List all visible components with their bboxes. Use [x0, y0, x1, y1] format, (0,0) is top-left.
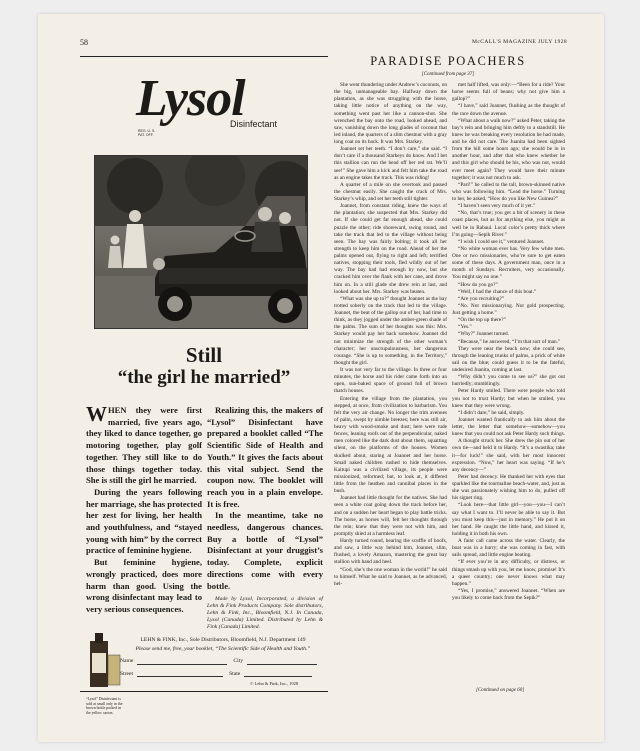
- article-paragraph: Peter had decency. He thanked her with eyes that sparkled like the tourmaline beach-water, and, just as she was passionately wishing him to do, pulled off his signet ring.: [452, 473, 565, 502]
- coupon-offer: Please send me, free, your booklet, “The Scientific Side of Health and Youth.”: [135, 645, 311, 652]
- article-paragraph: “Well, I had the chance of this boat.”: [458, 288, 537, 295]
- article-column-right: [452, 82, 565, 689]
- state-field[interactable]: [244, 672, 312, 677]
- article-paragraph: “Yes.”: [458, 324, 472, 331]
- copyright-notice: © Lehn & Fink, Inc., 1928: [250, 681, 299, 686]
- article-paragraph: “I wish I could see it,” ventured Joannet.: [458, 238, 545, 245]
- article-title: PARADISE POACHERS: [370, 54, 526, 68]
- ad-paragraph: But feminine hygiene, wrongly practiced, does more harm than good. Using the wrong disinfectant may lead to very serious consequences.: [86, 557, 202, 614]
- registered-mark: REG. U. S. PAT. OFF.: [138, 129, 156, 137]
- name-field[interactable]: [137, 660, 227, 665]
- article-paragraph: “No. Nor missionarying. Nor gold prospecting. Just getting a home.”: [452, 302, 565, 316]
- ad-body-column-2: [207, 405, 323, 631]
- article-paragraph: “Because,” he answered, “I’m that sort of man.”: [458, 338, 561, 345]
- article-paragraph: Entering the village from the plantation, you stepped, at once, from civilization to barbarism. You felt the very air change. No longer the trim avenues of palm, swept by nimble breezes; here was still air, heavy with wood-smoke and dust; here were rude fences, leaning roofs out of the perpendicular, naked men colored like the dark dust about them, squatting silent, on the platforms of the houses. Women skulked about, staring at Joannet and her horse. Small naked children rushed to hide themselves. Kaitupi was a civilized village, its people were missionized, reformed; but, to look at, it differed little from the heathen and cannibal places in the bush.: [334, 395, 447, 495]
- article-paragraph: “I didn’t dare,” he said, simply.: [458, 409, 525, 416]
- couple-car-photo: [94, 155, 308, 329]
- article-paragraph: She went thundering under Andrew’s coconuts, on the big, unmanageable bay. Halfway down the plantation, as she was struggling with the horse, taking little notice of anything on the way, something went past her like a cannon-shot. She wrenched the bay onto the road, looked ahead, and saw, vanishing down the long glades of coconut that led inland, the quarters of a slim chestnut with a gray long coat on its back. It was Mrs. Starkey.: [334, 82, 447, 145]
- booklet-coupon: [120, 637, 326, 677]
- article-paragraph: “No white woman ever has. Very few white men. One or two missionaries, who’re sure to get eaten some of these days. A government man, once in a month of Sundays. Recruiters, very occasionally. You might say no one.”: [452, 245, 565, 281]
- article-paragraph: They were near the beach now; she could see, through the leaning trunks of palms, a prick of white sail on the blue; could guess it to be the fateful, undesired Juanita, coming at last.: [452, 345, 565, 373]
- lysol-bottle-illustration: [86, 631, 122, 715]
- article-paragraph: “On the top up there?”: [458, 317, 506, 324]
- coupon-address: LEHN & FINK, Inc., Sole Distributors, Bloomfield, N.J. Department 149: [140, 637, 306, 643]
- article-paragraph: “Why didn’t you come to see us?” she got out hurriedly; stumblingly.: [452, 374, 565, 388]
- state-label: State: [229, 670, 241, 677]
- bottle-caption: “Lysol” Disinfectant is sold at small only in the brown bottle packed in the yellow carton.: [86, 697, 123, 715]
- article-paragraph: “If ever you’re in any difficulty, or distress, or things smash up with you, let me know, promise! It’s a queer country; one never knows what may happen.”: [452, 559, 565, 587]
- article-paragraph: Joannet set her teeth. “I don’t care,” she said. “I don’t care if a thousand Starkeys do know. And I bet this stallion can run the head off her red rat. We’ll see!” She gave him a kick and felt him take the road as an engine takes the track. This was riding!: [334, 146, 447, 181]
- article-paragraph: “I haven’t seen very much of it yet.”: [458, 203, 536, 210]
- magazine-header: McCALL'S MAGAZINE JULY 1928: [472, 39, 568, 45]
- street-field[interactable]: [137, 672, 223, 677]
- article-paragraph: “How do you go?”: [458, 281, 498, 288]
- continued-from: [Continued from page 37]: [421, 72, 475, 77]
- article-paragraph: “Pari!” he called to the tall, brown-skinned native who was following him. “Lead the horse.” Turning to her, he asked, “How do you like New Guinea?”: [452, 181, 565, 202]
- ad-paragraph: In the meantime, take no needless, dangerous chances. Buy a bottle of “Lysol” Disinfectant at your druggist’s today. Complete, explicit directions come with every bottle.: [207, 510, 323, 591]
- article-paragraph: Joannet had little thought for the natives. She had seen a white coat going down the track before her, and on a sudden her heart began to play battle tricks. The horse, as horses will, felt her thoughts through the rein; knew that they were not with him, and promptly shied at a harmless leaf.: [334, 495, 447, 537]
- page-number: 58: [80, 38, 88, 47]
- brand-subtitle: Disinfectant: [230, 119, 278, 129]
- ad-headline: [80, 345, 328, 387]
- article-paragraph: It was not very far to the village. In three or four minutes, the horse and his rider came forth into an open, sun-baked space of ground full of brown thatch houses.: [334, 367, 447, 395]
- article-paragraph: “What about a walk now?” asked Peter, taking the bay’s rein and bringing him deftly to a standstill. He knew he was breaking every resolution he had made, and he did not care. The Juanita had been sighted from the hill some hours ago; she would be in in another hour, and after that who knew whether he and this girl who should be his, who was not, would ever meet again? They would have their minute together; it was not much to ask.: [452, 117, 565, 181]
- article-paragraph: Joannet wanted frantically to ask him about the letter, the letter that somehow—somehow—you knew that you could not ask Peter Hardy such things.: [452, 416, 565, 438]
- article-paragraph: Hardy turned round, hearing the scuffle of hoofs, and saw, a little way behind him, Joannet, slim, flushed, a lovely Amazon, mastering the great bay stallion with hand and heel.: [334, 538, 447, 566]
- article-paragraph: met half lifted, was only:—“Been for a ride? Your horse seems full of beans; why not give him a gallop?”: [452, 82, 565, 103]
- brand-logo: Lysol: [136, 70, 245, 127]
- article-paragraph: “Why?” Joannet turned.: [458, 331, 510, 338]
- ad-body-column-1: [86, 402, 202, 616]
- drop-cap: W: [86, 402, 107, 426]
- city-field[interactable]: [247, 660, 317, 665]
- article-paragraph: Peter Hardy smiled. There were people who told you not to trust Hardy; but when he smiled, you knew that they were wrong.: [452, 388, 565, 409]
- continued-on: [Continued on page 60]: [476, 688, 525, 693]
- article-paragraph: A faint call came across the water. Clearly, the boat was in a hurry; she was coming in fast, with sails spread, and little engine beating.: [452, 538, 565, 559]
- ad-paragraph: During the years following her marriage, she has protected her zest for living, her health and youthfulness, and “stayed young with him” by the correct practice of feminine hygiene.: [86, 486, 202, 556]
- article-paragraph: “God, she’s the one woman in the world!” he said to himself. What he said to Joannet, as he advanced, hel-: [334, 566, 447, 587]
- ad-fine-print: Made by Lysol, Incorporated, a division of Lehn & Fink Products Company. Sole distributors, Lehn & Fink, Inc., Bloomfield, N.J. In Canada, Lysol (Canada) Limited. Distributed by Lehn & Fink (Canada) Limited.: [207, 596, 323, 631]
- headline-line-1: Still: [185, 343, 223, 367]
- name-label: Name: [120, 658, 134, 665]
- article-paragraph: A quarter of a mile on she overtook and passed the chestnut easily. She caught the crack of Mrs. Starkey’s whip, and set her teeth still tighter.: [334, 181, 447, 202]
- article-paragraph: “Look here—that little girl—you—you—I can’t say what I want to. I’ll never be able to say it. But you must keep this—just in memory.” He put it on her hand. He caught the little hand, and kissed it, holding it in both his own.: [452, 502, 565, 537]
- city-label: City: [233, 658, 243, 665]
- article-paragraph: “Are you recruiting?”: [458, 295, 505, 302]
- article-paragraph: Joannet, from constant riding, knew the ways of the plantation; she suspected that Mrs. Starkey did not. If she could get far enough ahead, she could puzzle the other; ride shoreward, swing round, and take the track that led to the village without being seen. The bay was fairly bolting; it took all her strength to keep him on the road. Ahead of her the palms opened out, flying to right and left; terrified natives, stopping their tools, fled wildly out of her way. The bay had had enough by now, but she cracked him over the flank with her cane, and drove him on. In a still glade she drew rein at last, and looked about her. Mrs. Starkey was beaten.: [334, 203, 447, 295]
- article-column-left: [334, 82, 447, 689]
- ad-paragraph: Realizing this, the makers of “Lysol” Disinfectant have prepared a booklet called “The Scientific Side of Health and Youth.” It gives the facts about this vital subject. Send the coupon now. The booklet will reach you in a plain envelope. It is free.: [207, 405, 323, 509]
- article-paragraph: “Yes, I promise,” answered Joannet. “When are you likely to come back from the Sepik?”: [452, 587, 565, 601]
- article-paragraph: “I have,” said Joannet, flushing as the thought of the race down the avenue.: [452, 103, 565, 117]
- article-paragraph: “What was she up to?” thought Joannet as the bay trotted soberly on the track that led to the village. Joannet, the beat of the gallop out of her, had time to think, as they jogged under the amber-green shade of the palms. The sum of her thoughts was this: Mrs. Starkey would pay her back somehow. Joannet did not minimize the strength of the other woman’s character; her unscrupulousness, her dangerous courage. “She is up to something, in the Territory,” thought the girl.: [334, 295, 447, 366]
- article-paragraph: A thought struck her. She drew the pin out of her own tie—and held it to Hardy. “It’s a swastika; take it—for luck!” she said, with her most innocent expression. “Now,” her heart was saying. “If he’s any decency—”: [452, 438, 565, 473]
- ad-paragraph: HEN they were first married, five years ago, they liked to dance together, go motoring together, play golf together. They still like to do those things together today. She is still the girl he married.: [86, 405, 202, 486]
- street-label: Street: [120, 670, 134, 677]
- article-paragraph: “No, that’s true; you get a bit of scenery in these coast places, but as for anything else, you might as well be in Rabaul. Local color’s pretty thick where I’m going—Sepik River.”: [452, 210, 565, 238]
- lysol-advertisement: [80, 56, 328, 715]
- headline-line-2: “the girl he married”: [117, 367, 291, 388]
